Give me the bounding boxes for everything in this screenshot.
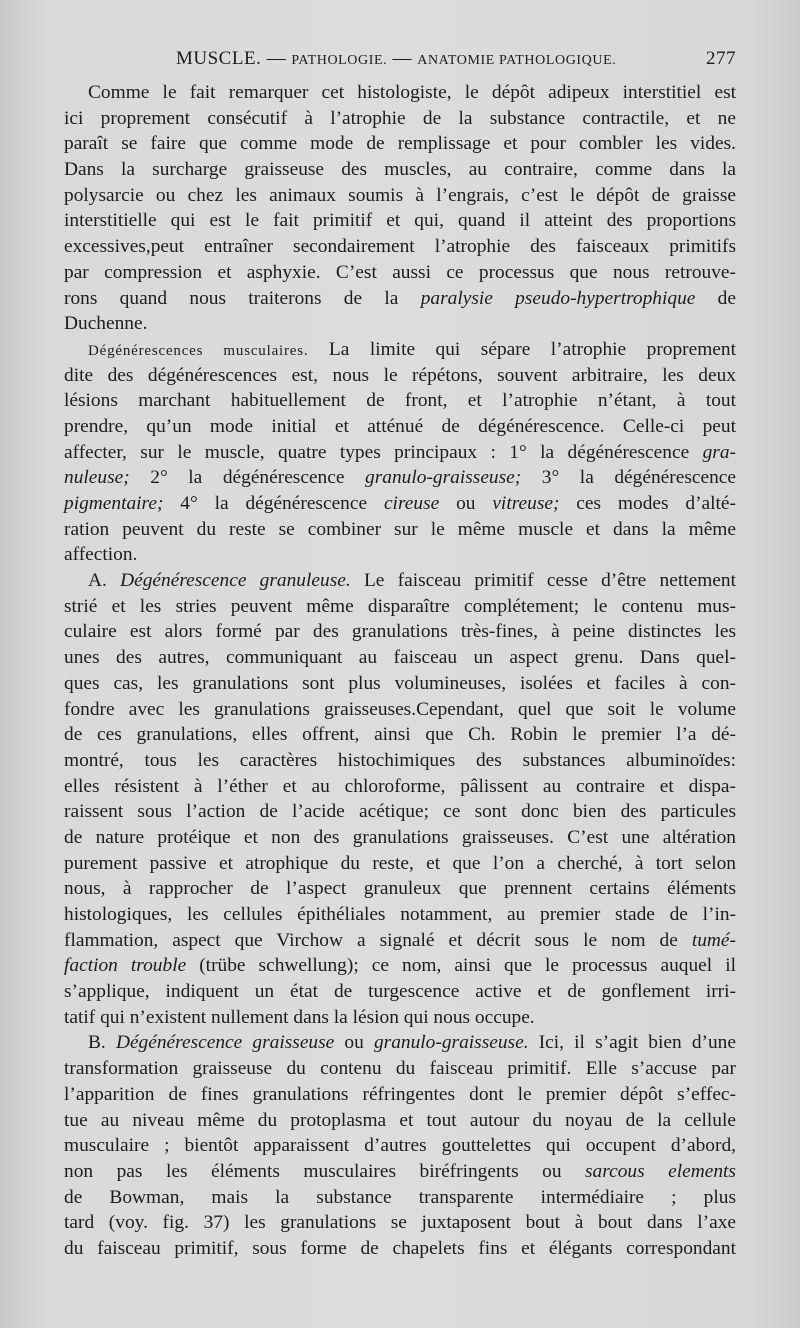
paragraph-4 [64, 1030, 736, 1261]
text-line: rons quand nous traiterons de la paralysie pseudo-hypertrophique de [64, 287, 736, 309]
running-title-anatomie: ANATOMIE PATHOLOGIQUE. [417, 53, 617, 68]
text-line: s’applique, indiquent un état de turgescence active et de gonflement irri- [64, 981, 736, 1003]
text-line: A. Dégénérescence granuleuse. Le faisceau primitif cesse d’être nettement [88, 570, 736, 592]
text-line: l’apparition de fines granulations réfringentes dont le premier dépôt s’effec- [64, 1083, 736, 1105]
text-line: affection. [64, 544, 138, 566]
text-line: polysarcie ou chez les animaux soumis à l’engrais, c’est le dépôt de graisse [64, 184, 736, 206]
text-line: Duchenne. [64, 313, 148, 335]
text-line: excessives,peut entraîner secondairement l’atrophie des faisceaux primitifs [64, 236, 736, 258]
text-line: culaire est alors formé par des granulations très-fines, à peine distinctes les [64, 621, 736, 643]
text-line: Dans la surcharge graisseuse des muscles, au contraire, comme dans la [64, 159, 736, 181]
running-title-pathologie: PATHOLOGIE. [291, 53, 388, 68]
text-line: nuleuse; 2° la dégénérescence granulo-graisseuse; 3° la dégénérescence [64, 467, 736, 489]
text-line: non pas les éléments musculaires biréfringents ou sarcous elements [64, 1160, 736, 1182]
text-line: de nature protéique et non des granulations graisseuses. C’est une altération [64, 826, 736, 848]
text-line: pigmentaire; 4° la dégénérescence cireuse ou vitreuse; ces modes d’alté- [64, 493, 736, 514]
text-line: ration peuvent du reste se combiner sur le même muscle et dans la même [64, 518, 736, 540]
text-line: flammation, aspect que Virchow a signalé et décrit sous le nom de tumé- [64, 929, 736, 951]
text-line: par compression et asphyxie. C’est aussi ce processus que nous retrouve- [64, 261, 736, 283]
running-title-main: MUSCLE. [176, 48, 262, 69]
running-head [64, 48, 736, 74]
text-line: Dégénérescences musculaires. La limite qui sépare l’atrophie proprement [88, 338, 736, 360]
italic-term: paralysie pseudo-hypertrophique [420, 287, 696, 309]
text-line: ques cas, les granulations sont plus volumineuses, isolées et faciles à con- [64, 672, 736, 694]
paragraph-2 [64, 337, 736, 568]
text-line: tue au niveau même du protoplasma et tout autour du noyau de la cellule [64, 1109, 736, 1131]
text-line: Comme le fait remarquer cet histologiste, le dépôt adipeux interstitiel est [88, 82, 736, 103]
subsection-heading: Dégénérescence graisseuse [115, 1032, 335, 1054]
text-line: purement passive et atrophique du reste, et que l’on a cherché, à tort selon [64, 852, 736, 874]
text-line: nous, à rapprocher de l’aspect granuleux que prennent certains éléments [64, 878, 736, 900]
subsection-heading: Dégénérescence granuleuse. [120, 570, 351, 592]
text-line: strié et les stries peuvent même disparaître complétement; le contenu mus- [64, 595, 736, 617]
text-line: B. Dégénérescence graisseuse ou granulo-graisseuse. Ici, il s’agit bien d’une [88, 1032, 736, 1054]
text-line: montré, tous les caractères histochimiques des substances albuminoïdes: [64, 749, 736, 771]
text-line: de ces granulations, elles offrent, ainsi que Ch. Robin le premier l’a dé- [64, 724, 736, 746]
section-heading: Dégénérescences musculaires. [88, 342, 309, 359]
text-line: ici proprement consécutif à l’atrophie de la substance contractile, et ne [64, 107, 736, 129]
text-line: unes des autres, communiquant au faisceau un aspect grenu. Dans quel- [64, 647, 736, 669]
text-line: raissent sous l’action de l’acide acétique; ce sont donc bien des particules [64, 801, 736, 823]
text-line: interstitielle qui est le fait primitif et qui, quand il atteint des proportions [64, 210, 736, 232]
paragraph-3 [64, 568, 736, 1030]
text-line: lésions marchant habituellement de front, et l’atrophie n’étant, à tout [64, 390, 736, 412]
text-line: fondre avec les granulations graisseuses.Cependant, quel que soit le volume [64, 698, 736, 720]
text-line: paraît se faire que comme mode de remplissage et pour combler les vides. [64, 133, 736, 155]
text-line: affecter, sur le muscle, quatre types principaux : 1° la dégénérescence gra- [64, 441, 736, 463]
text-line: transformation graisseuse du contenu du faisceau primitif. Elle s’accuse par [64, 1058, 736, 1080]
text-line: tatif qui n’existent nullement dans la lésion qui nous occupe. [64, 1006, 535, 1028]
text-line: musculaire ; bientôt apparaissent d’autres gouttelettes qui occupent d’abord, [64, 1135, 736, 1157]
text-line: du faisceau primitif, sous forme de chapelets fins et élégants correspondant [64, 1237, 736, 1259]
text-line: de Bowman, mais la substance transparente intermédiaire ; plus [64, 1186, 736, 1208]
text-line: prendre, qu’un mode initial et atténué de dégénérescence. Celle-ci peut [64, 415, 736, 437]
text-line: histologiques, les cellules épithéliales notamment, au premier stade de l’in- [64, 904, 736, 925]
text-line: faction trouble (trübe schwellung); ce nom, ainsi que le processus auquel il [64, 955, 736, 977]
text-line: dite des dégénérescences est, nous le répétons, souvent arbitraire, les deux [64, 364, 736, 386]
body-text [64, 80, 736, 1262]
page-number: 277 [706, 48, 736, 69]
paragraph-1 [64, 80, 736, 337]
running-title: MUSCLE. — PATHOLOGIE. — ANATOMIE PATHOLOGIQUE. [176, 48, 617, 69]
text-line: elles résistent à l’éther et au chloroforme, pâlissent au contraire et dispa- [64, 775, 736, 797]
text-line: tard (voy. fig. 37) les granulations se juxtaposent bout à bout dans l’axe [64, 1212, 736, 1234]
